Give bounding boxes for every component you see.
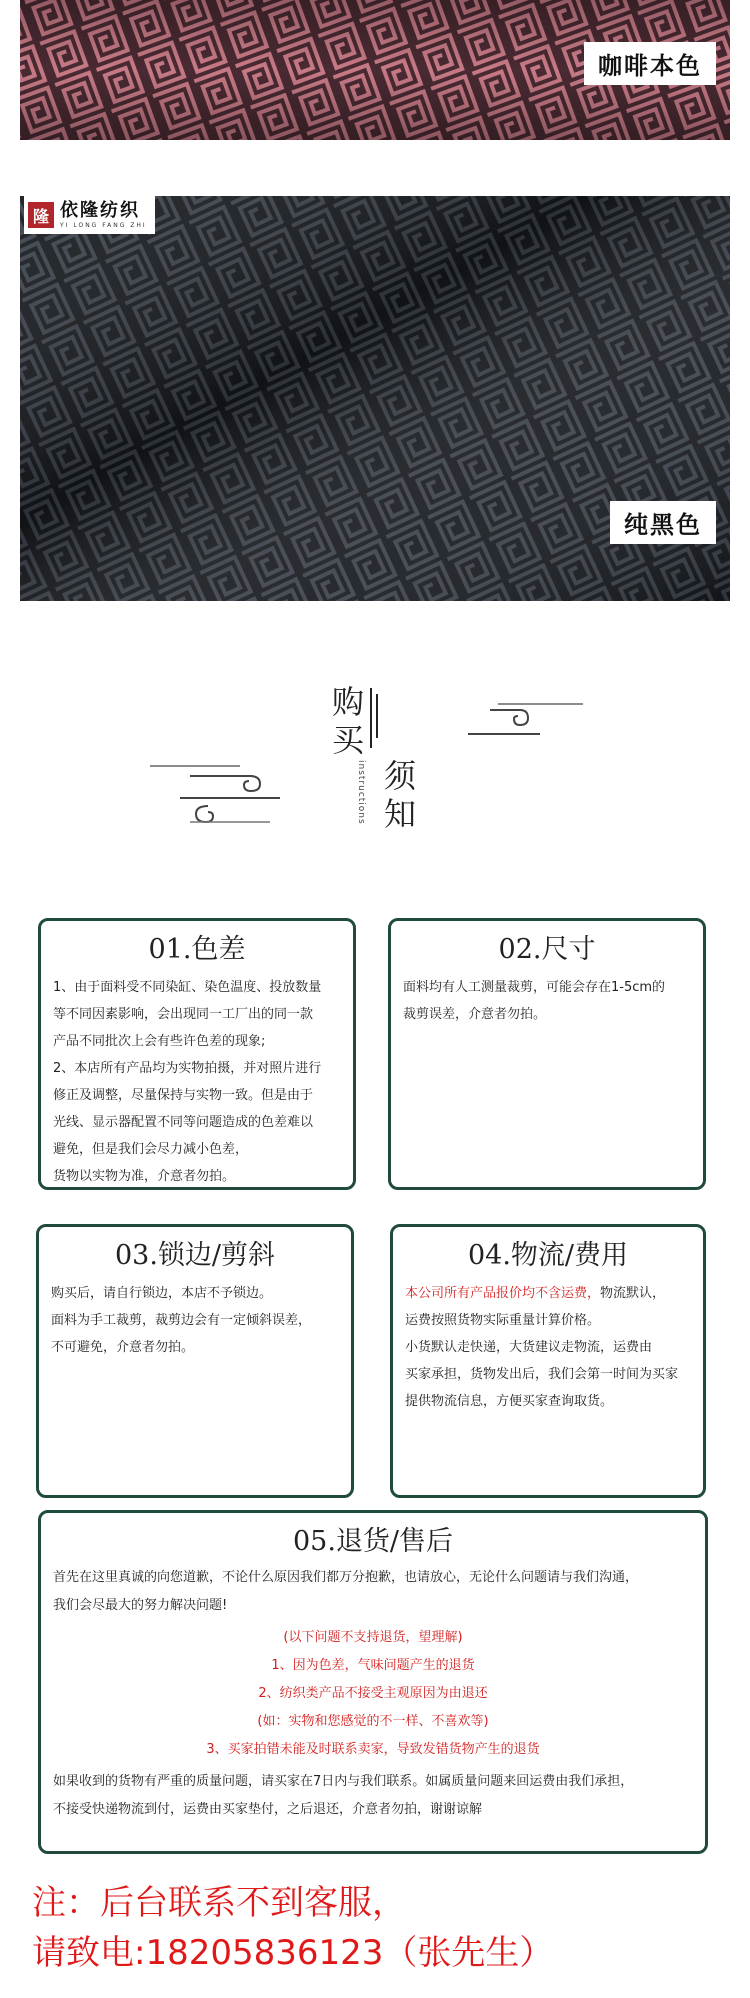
return-policy-line: 3、买家拍错未能及时联系卖家，导致发错货物产生的退货 — [206, 1742, 540, 1757]
section-title: 02.尺寸 — [498, 934, 596, 965]
section-line: 运费按照货物实际重量计算价格。 — [405, 1313, 601, 1328]
section-line: 面料为手工裁剪，裁剪边会有一定倾斜误差， — [51, 1313, 312, 1328]
section-line: 1、由于面料受不同染缸、染色温度、投放数量 — [53, 980, 322, 995]
contact-note — [32, 1878, 732, 1978]
cloud-ornament-right — [468, 700, 588, 750]
section-body — [391, 974, 703, 1028]
color-tag-coffee: 咖啡本色 — [584, 42, 716, 85]
section-line: 修正及调整，尽量保持与实物一致。但是由于 — [53, 1088, 314, 1103]
section-line: 不可避免，介意者勿拍。 — [51, 1340, 195, 1355]
section-line: 面料均有人工测量裁剪，可能会存在1-5cm的 — [403, 980, 666, 995]
section-returns — [38, 1510, 708, 1854]
fabric-photo-black — [20, 196, 730, 601]
section-logistics — [390, 1224, 706, 1498]
notice-char-2: 买 — [332, 721, 365, 759]
section-line-rest: 物流默认， — [600, 1286, 666, 1301]
section-title: 05.退货/售后 — [292, 1526, 454, 1557]
notice-char-4: 知 — [384, 795, 417, 833]
return-policy-line: (以下问题不支持退货，望理解) — [283, 1630, 463, 1645]
section-body — [39, 1280, 351, 1361]
cloud-ornament-left — [150, 758, 280, 828]
section-title: 03.锁边/剪斜 — [114, 1240, 276, 1271]
section-body — [41, 974, 353, 1190]
section-title: 04.物流/费用 — [467, 1240, 629, 1271]
shipping-not-included-text: 本公司所有产品报价均不含运费， — [405, 1286, 601, 1301]
purchase-notice-title — [330, 683, 450, 836]
section-line: 购买后，请自行锁边，本店不予锁边。 — [51, 1286, 273, 1301]
notice-subtitle-en: instructions — [356, 760, 366, 825]
fabric-photo-coffee — [20, 0, 730, 140]
section-line: 小货默认走快递，大货建议走物流，运费由 — [405, 1340, 653, 1355]
section-body — [41, 1564, 705, 1824]
section-line: 首先在这里真诚的向您道歉，不论什么原因我们都万分抱歉，也请放心，无论什么问题请与我们沟通， — [53, 1570, 639, 1585]
notice-divider-2 — [376, 694, 378, 738]
section-line: 避免，但是我们会尽力减小色差， — [53, 1142, 249, 1157]
return-policy-line: 2、纺织类产品不接受主观原因为由退还 — [258, 1686, 488, 1701]
brand-name: 依隆纺织 — [60, 199, 140, 221]
section-line: 光线、显示器配置不同等问题造成的色差难以 — [53, 1115, 314, 1130]
notice-char-1: 购 — [332, 683, 365, 721]
section-title: 01.色差 — [148, 934, 246, 965]
contact-note-line1: 注：后台联系不到客服， — [32, 1883, 406, 1923]
section-size — [388, 918, 706, 1190]
section-line: 裁剪误差，介意者勿拍。 — [403, 1007, 547, 1022]
section-line: 货物以实物为准，介意者勿拍。 — [53, 1169, 236, 1184]
section-edge-cut — [36, 1224, 354, 1498]
section-line: 等不同因素影响，会出现同一工厂出的同一款 — [53, 1007, 314, 1022]
notice-divider-1 — [370, 688, 372, 748]
contact-phone: 请致电:18205836123（张先生） — [32, 1933, 554, 1973]
section-line: 2、本店所有产品均为实物拍摄，并对照片进行 — [53, 1061, 322, 1076]
brand-pinyin: YI LONG FANG ZHI — [60, 221, 147, 229]
section-body — [393, 1280, 703, 1415]
section-line: 买家承担，货物发出后，我们会第一时间为买家 — [405, 1367, 679, 1382]
section-line — [405, 1280, 691, 1307]
color-tag-black: 纯黑色 — [610, 501, 716, 544]
section-line: 产品不同批次上会有些许色差的现象; — [53, 1034, 266, 1049]
brand-seal: 隆 — [28, 202, 54, 228]
section-color-difference — [38, 918, 356, 1190]
section-line: 提供物流信息，方便买家查询取货。 — [405, 1394, 614, 1409]
section-line: 不接受快递物流到付，运费由买家垫付，之后退还，介意者勿拍，谢谢谅解 — [53, 1802, 483, 1817]
brand-logo — [24, 196, 155, 234]
return-policy-line: 1、因为色差，气味问题产生的退货 — [271, 1658, 475, 1673]
return-policy-line: (如：实物和您感觉的不一样、不喜欢等) — [257, 1714, 489, 1729]
section-line: 如果收到的货物有严重的质量问题，请买家在7日内与我们联系。如属质量问题来回运费由我们承担， — [53, 1774, 634, 1789]
section-line: 我们会尽最大的努力解决问题! — [53, 1598, 228, 1613]
notice-char-3: 须 — [384, 757, 417, 795]
